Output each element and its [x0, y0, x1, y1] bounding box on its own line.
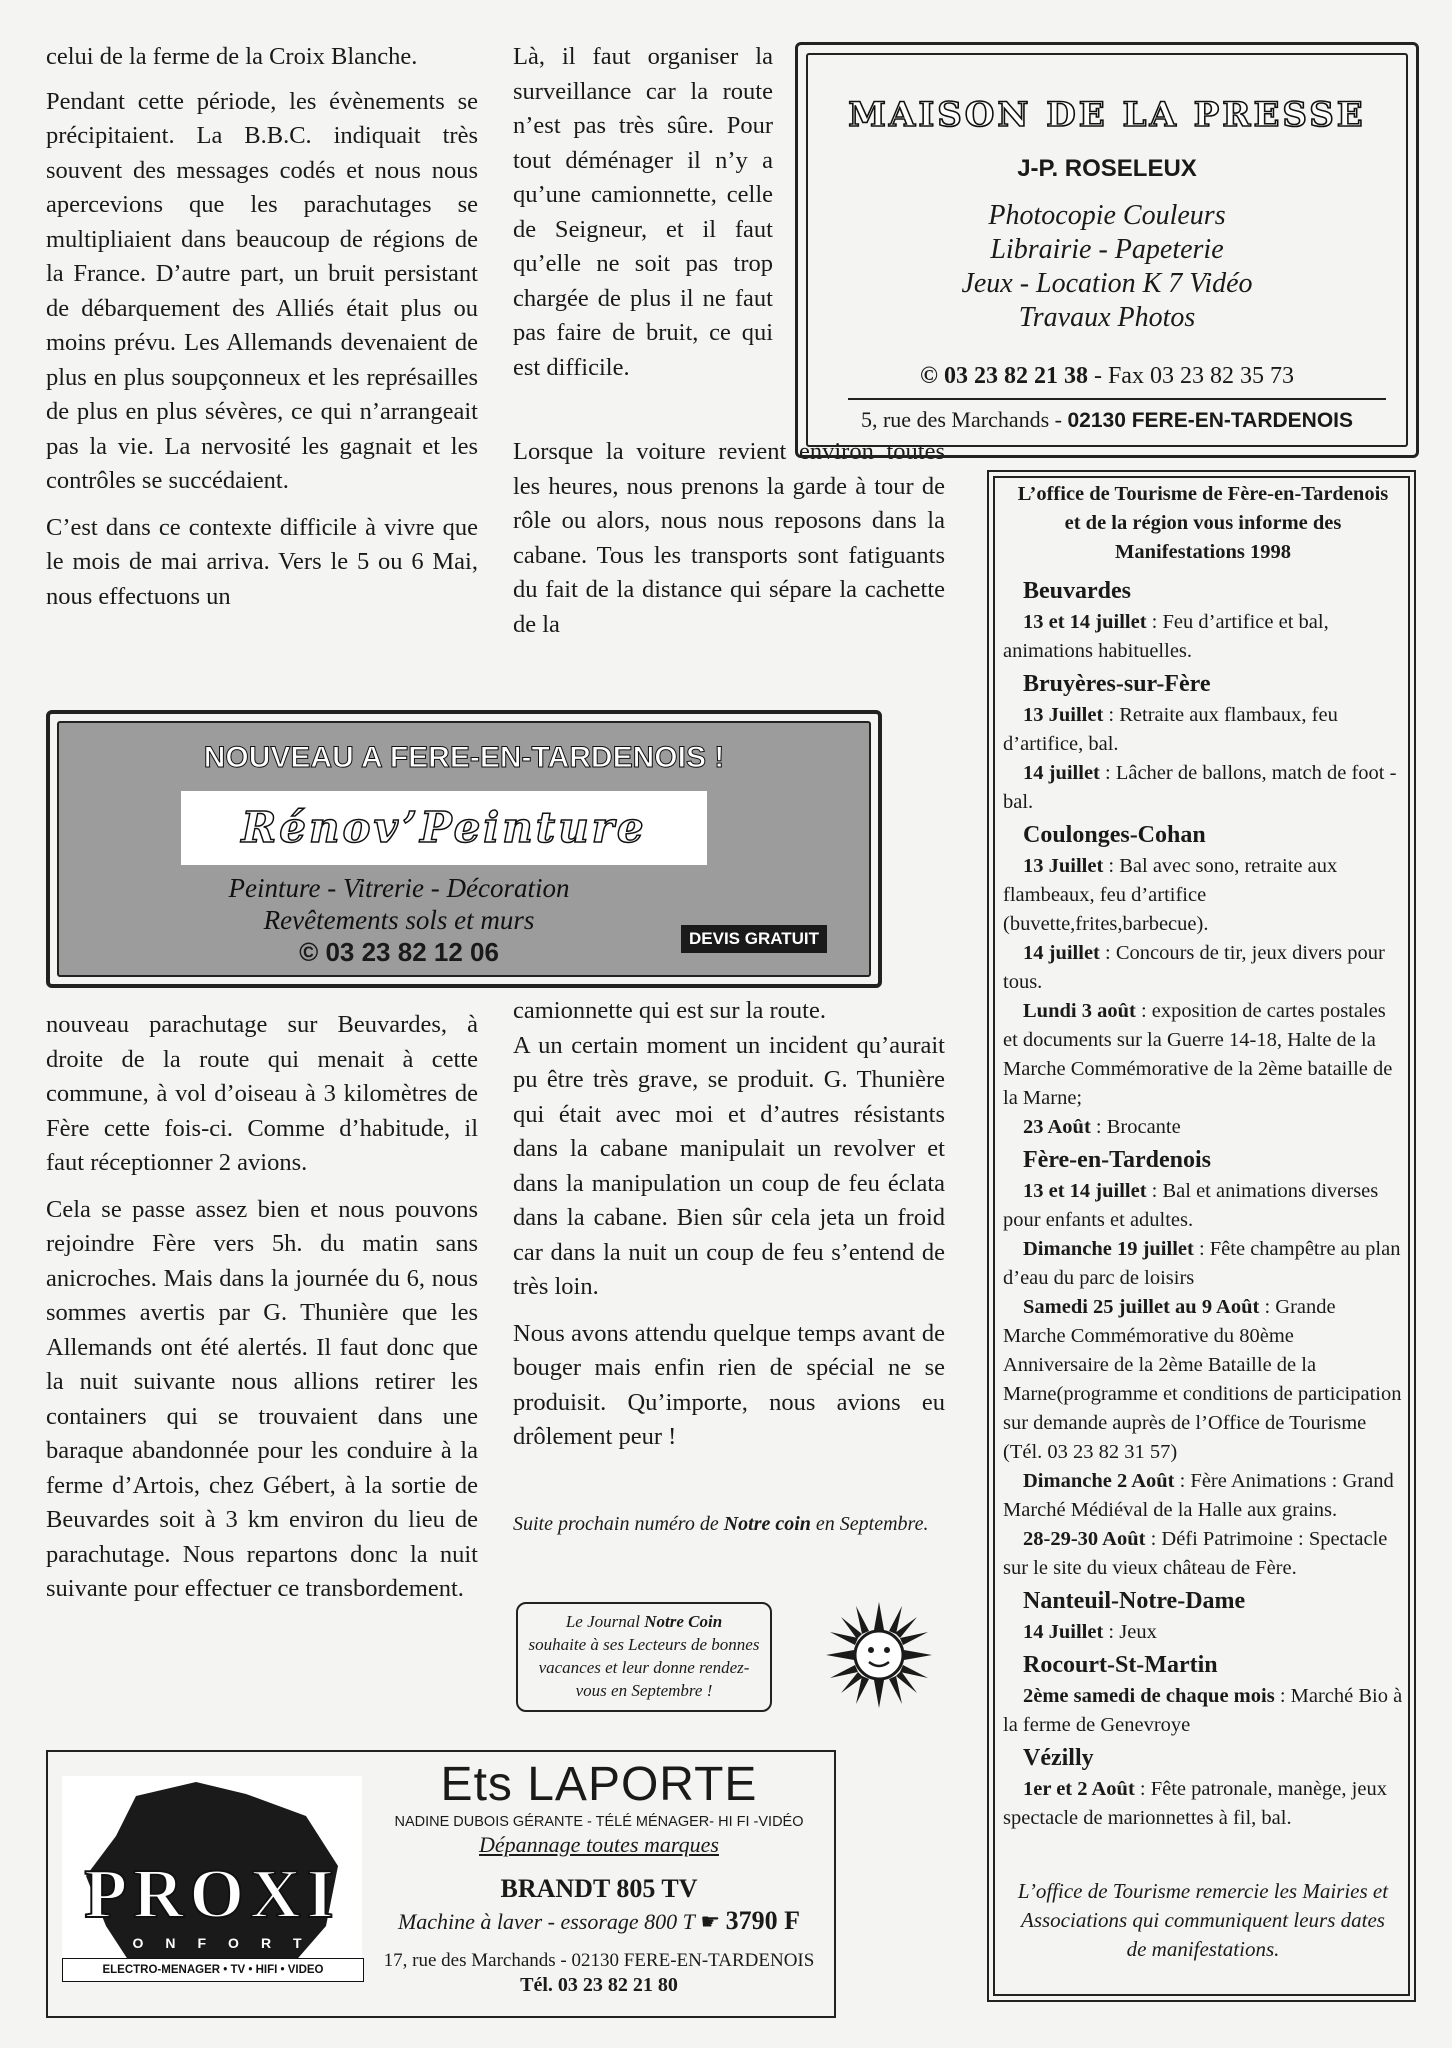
event-text: : Lâcher de ballons, match de foot - bal.: [1003, 762, 1397, 813]
event-item: [1003, 1525, 1403, 1583]
event-date: 13 et 14 juillet: [1023, 1180, 1147, 1202]
event-text: : Retraite aux flambaux, feu d’artifice, bal.: [1003, 704, 1338, 755]
devis-badge: DEVIS GRATUIT: [681, 925, 827, 953]
paragraph: celui de la ferme de la Croix Blanche.: [46, 43, 418, 70]
event-text: : Fère Animations : Grand Marché Médiéval de la Halle aux grains.: [1003, 1470, 1394, 1521]
village-name: Fère-en-Tardenois: [1023, 1147, 1211, 1173]
article-left-bottom: [46, 1008, 478, 1607]
event-text: : Brocante: [1090, 1116, 1181, 1138]
event-date: 13 Juillet: [1023, 855, 1104, 877]
maison-presse-title: MAISON DE LA PRESSE: [848, 95, 1366, 135]
village-name: Rocourt-St-Martin: [1023, 1652, 1218, 1678]
event-text: : Concours de tir, jeux divers pour tous.: [1003, 942, 1385, 993]
renov-headline: NOUVEAU A FERE-EN-TARDENOIS !: [203, 741, 725, 774]
event-date: 14 juillet: [1023, 942, 1100, 964]
service-item: Jeux - Location K 7 Vidéo: [961, 268, 1253, 299]
laporte-product: BRANDT 805 TV: [500, 1874, 698, 1903]
event-item: [1003, 608, 1403, 666]
paragraph: Lorsque la voiture revient environ toutes les heures, nous prenons la garde à tour de rôle ou alors, nous nous reposons dans la cabane. Tous les transports sont fatiguants du fait de la distance qui sépare la cachette de la: [513, 438, 945, 638]
laporte-machine: Machine à laver - essorage 800 T: [397, 1909, 695, 1934]
event-date: 13 Juillet: [1023, 704, 1104, 726]
laporte-ad: [46, 1750, 836, 2018]
event-text: : exposition de cartes postales et documents sur la Guerre 14-18, Halte de la Marche Commémorative de la 2ème bataille de la Marne;: [1003, 1000, 1393, 1109]
article-left-top: [46, 40, 478, 614]
service-item: Photocopie Couleurs: [988, 200, 1226, 231]
village-name: Vézilly: [1023, 1745, 1094, 1771]
event-date: 2ème samedi de chaque mois: [1023, 1685, 1275, 1707]
article-mid-bottom: [513, 994, 945, 1467]
village-name: Bruyères-sur-Fère: [1023, 671, 1211, 697]
office-header: L’office de Tourisme de Fère-en-Tardenois et de la région vous informe des Manifestations 1998: [1017, 483, 1389, 563]
phone-number: © 03 23 82 21 38: [920, 363, 1088, 389]
article-mid-top: [513, 40, 773, 391]
laporte-name: Ets LAPORTE: [440, 1758, 758, 1811]
laporte-address: 17, rue des Marchands - 02130 FERE-EN-TARDENOIS: [383, 1950, 815, 1971]
paragraph: Pendant cette période, les évènements se précipitaient. La B.B.C. indiquait très souvent des messages codés et nous nous apercevions que les parachutages se multipliaient dans beaucoup de régions de la France. D’autre part, un bruit persistant de débarquement des Alliés était plus ou moins prévu. Les Allemands devenaient de plus en plus soupçonneux et les représailles de plus en plus sévères, ce qui n’arrangeait pas la vie. La nervosité les gagnait et les contrôles se succédaient.: [46, 87, 478, 494]
event-date: 1er et 2 Août: [1023, 1778, 1135, 1800]
event-item: [1003, 1235, 1403, 1293]
service-item: Travaux Photos: [1018, 302, 1196, 333]
proxi-sub: CONFORT: [100, 1935, 324, 1951]
event-item: [1003, 1618, 1403, 1647]
maison-presse-owner: J-P. ROSELEUX: [1017, 155, 1197, 182]
laporte-offer: [364, 1906, 834, 1936]
paragraph: camionnette qui est sur la route.: [513, 997, 826, 1024]
event-date: Lundi 3 août: [1023, 1000, 1136, 1022]
divider: [848, 398, 1386, 400]
event-date: Samedi 25 juillet au 9 Août: [1023, 1296, 1260, 1318]
maison-presse-contact: [808, 363, 1406, 390]
journal-name: Notre Coin: [644, 1612, 723, 1631]
fax-number: - Fax 03 23 82 35 73: [1087, 363, 1294, 389]
event-item: [1003, 1113, 1403, 1142]
journal-name: Notre coin: [723, 1513, 811, 1535]
village-name: Nanteuil-Notre-Dame: [1023, 1588, 1246, 1614]
event-text: : Défi Patrimoine : Spectacle sur le site du vieux château de Fère.: [1003, 1528, 1388, 1579]
event-item: [1003, 1775, 1403, 1833]
proxi-wordmark: PROXI: [84, 1856, 340, 1933]
event-text: : Fête patronale, manège, jeux spectacle de marionnettes à fil, bal.: [1003, 1778, 1387, 1829]
article-mid-top-wide: [513, 435, 945, 642]
event-item: [1003, 997, 1403, 1113]
renov-brand: Rénov’Peinture: [241, 803, 647, 852]
event-item: [1003, 1293, 1403, 1467]
paragraph: Nous avons attendu quelque temps avant de bouger mais enfin rien de spécial ne se produisit. Qu’importe, nous avions eu drôlement peur !: [513, 1319, 945, 1450]
renov-brand-panel: [181, 791, 707, 865]
event-item: [1003, 939, 1403, 997]
event-date: Dimanche 19 juillet: [1023, 1238, 1194, 1260]
event-date: 14 juillet: [1023, 762, 1100, 784]
paragraph: C’est dans ce contexte difficile à vivre que le mois de mai arriva. Vers le 5 ou 6 Mai, nous effectuons un: [46, 513, 478, 610]
office-footer: L’office de Tourisme remercie les Mairies et Associations qui communiquent leurs dates de manifestations.: [1017, 1879, 1389, 1961]
service-item: Librairie - Papeterie: [990, 234, 1224, 265]
event-text: : Grande Marche Commémorative du 80ème Anniversaire de la 2ème Bataille de la Marne(programme et conditions de participation sur demande auprès de l’Office de Tourisme (Tél. 03 23 82 31 57): [1003, 1296, 1402, 1463]
event-date: 23 Août: [1023, 1116, 1091, 1138]
event-item: [1003, 759, 1403, 817]
paragraph: Là, il faut organiser la surveillance car la route n’est pas très sûre. Pour tout déménager il n’y a qu’une camionnette, celle de Seigneur, et il faut qu’elle ne soit pas trop chargée de plus il ne faut pas faire de bruit, ce qui est difficile.: [513, 43, 773, 381]
event-text: : Jeux: [1103, 1621, 1157, 1643]
address-city: 02130 FERE-EN-TARDENOIS: [1067, 409, 1353, 432]
event-date: Dimanche 2 Août: [1023, 1470, 1175, 1492]
renov-peinture-ad: [46, 710, 882, 988]
event-item: [1003, 701, 1403, 759]
paragraph: nouveau parachutage sur Beuvardes, à droite de la route qui menait à cette commune, à vol d’oiseau à 3 kilomètres de Fère cette fois-ci. Comme d’habitude, il faut réceptionner 2 avions.: [46, 1011, 478, 1176]
proxi-logo: [62, 1776, 362, 1982]
laporte-price: 3790 F: [725, 1906, 801, 1935]
event-date: 14 Juillet: [1023, 1621, 1104, 1643]
event-item: [1003, 852, 1403, 939]
event-date: 28-29-30 Août: [1023, 1528, 1146, 1550]
event-text: : Feu d’artifice et bal, animations habituelles.: [1003, 611, 1329, 662]
event-date: 13 et 14 juillet: [1023, 611, 1147, 633]
village-list: [1003, 577, 1403, 1833]
renov-line2: Revêtements sols et murs: [263, 905, 535, 935]
event-item: [1003, 1177, 1403, 1235]
village-name: Beuvardes: [1023, 578, 1131, 604]
maison-presse-address: [808, 407, 1406, 433]
event-item: [1003, 1467, 1403, 1525]
event-item: [1003, 1682, 1403, 1740]
suite-notice: Suite prochain numéro de Notre coin en Septembre.: [513, 1513, 929, 1535]
maison-presse-ad: [795, 42, 1419, 458]
event-text: : Fête champêtre au plan d’eau du parc de loisirs: [1003, 1238, 1401, 1289]
paragraph: A un certain moment un incident qu’aurait pu être très grave, se produit. G. Thunière qui était avec moi et d’autres résistants dans la cabane manipulait un revolver et dans la manipulation un coup de feu éclata dans la cabane. Bien sûr cela jeta un froid car dans la nuit un coup de feu s’entend de très loin.: [513, 1031, 945, 1300]
laporte-phone: Tél. 03 23 82 21 80: [520, 1974, 678, 1996]
holiday-notice: Le Journal Notre Coin souhaite à ses Lecteurs de bonnes vacances et leur donne rendez-vous en Septembre !: [516, 1602, 772, 1712]
village-name: Coulonges-Cohan: [1023, 822, 1206, 848]
paragraph: Cela se passe assez bien et nous pouvons rejoindre Fère vers 5h. du matin sans anicroches. Mais dans la journée du 6, nous sommes avertis par G. Thunière que les Allemands ont été alertés. Il faut donc que la nuit suivante nous allions retirer les containers qui se trouvaient dans une baraque abandonnée pour les conduire à la ferme d’Artois, chez Gébert, à la sortie de Beuvardes soit à 3 km environ du lieu de parachutage. Nous repartons donc la nuit suivante pour effectuer ce transbordement.: [46, 1195, 478, 1602]
maison-presse-services: [808, 199, 1406, 335]
sun-icon: [824, 1600, 934, 1710]
pointing-hand-icon: ☛: [700, 1909, 721, 1934]
laporte-manager: NADINE DUBOIS GÉRANTE - TÉLÉ MÉNAGER- HI FI -VIDÉO: [394, 1814, 804, 1830]
renov-line1: Peinture - Vitrerie - Décoration: [228, 873, 570, 903]
laporte-depannage: Dépannage toutes marques: [479, 1832, 719, 1857]
office-tourisme: [1003, 480, 1403, 1964]
laporte-info: [364, 1758, 834, 1997]
address-street: 5, rue des Marchands -: [860, 407, 1068, 432]
event-text: : Bal avec sono, retraite aux flambeaux, feu d’artifice (buvette,frites,barbecue).: [1003, 855, 1338, 935]
event-text: : Bal et animations diverses pour enfants et adultes.: [1003, 1180, 1379, 1231]
proxi-tagline: ELECTRO-MENAGER • TV • HIFI • VIDEO: [62, 1958, 364, 1982]
renov-phone: © 03 23 82 12 06: [299, 937, 499, 967]
event-text: : Marché Bio à la ferme de Genevroye: [1003, 1685, 1403, 1736]
